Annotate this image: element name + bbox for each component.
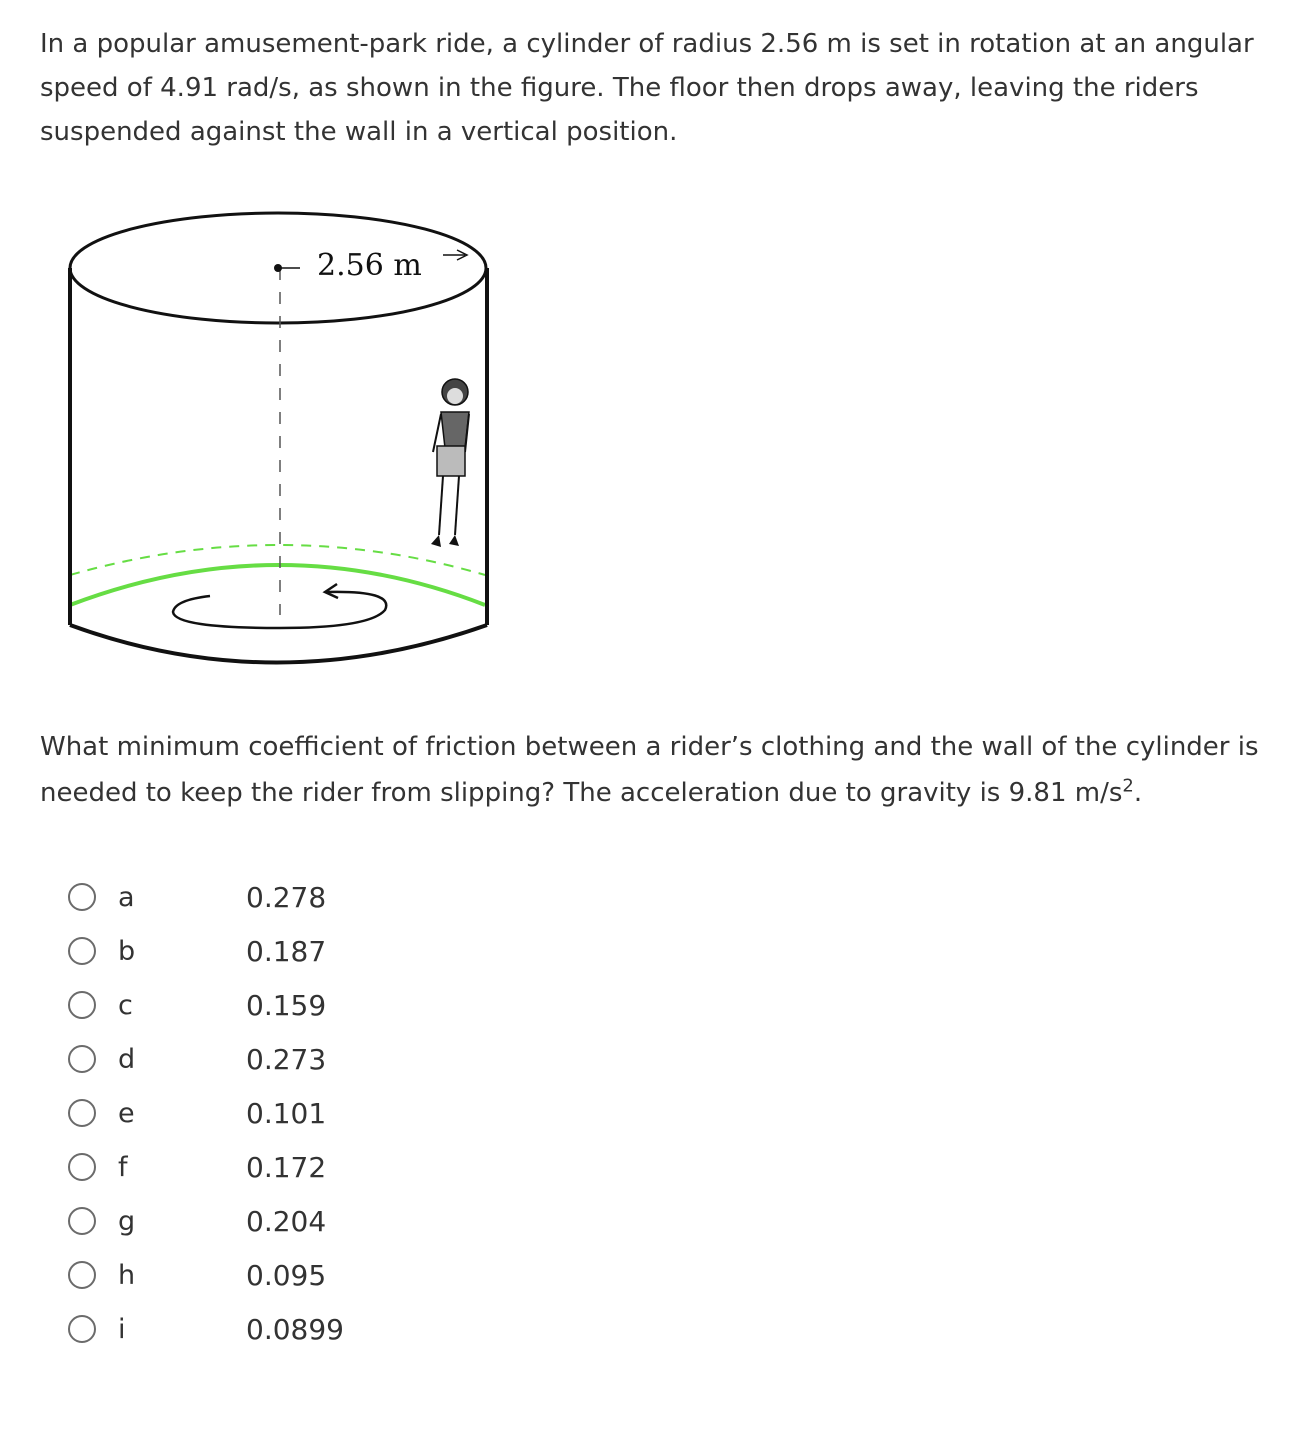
option-b[interactable] <box>68 924 344 978</box>
rider-figure <box>431 379 469 547</box>
radio-button[interactable] <box>68 1315 96 1343</box>
option-i[interactable] <box>68 1302 344 1356</box>
floor-front-edge <box>70 565 485 605</box>
floor-back-edge <box>70 545 485 575</box>
radio-button[interactable] <box>68 1153 96 1181</box>
radio-button[interactable] <box>68 1045 96 1073</box>
option-value: 0.204 <box>246 1204 327 1238</box>
option-letter: h <box>118 1259 136 1291</box>
option-letter: c <box>118 989 133 1021</box>
option-letter: e <box>118 1097 135 1129</box>
option-d[interactable] <box>68 1032 344 1086</box>
answer-options <box>68 870 344 1356</box>
option-value: 0.095 <box>246 1258 327 1292</box>
cylinder-bottom-edge <box>70 625 487 663</box>
option-value: 0.159 <box>246 988 327 1022</box>
radio-button[interactable] <box>68 1099 96 1127</box>
radio-button[interactable] <box>68 1261 96 1289</box>
radio-button[interactable] <box>68 1207 96 1235</box>
option-value: 0.0899 <box>246 1312 344 1346</box>
option-f[interactable] <box>68 1140 344 1194</box>
option-a[interactable] <box>68 870 344 924</box>
question-prompt <box>40 724 1290 816</box>
option-letter: i <box>118 1313 126 1345</box>
cylinder-figure <box>55 200 505 680</box>
question-intro: In a popular amusement-park ride, a cylinder of radius 2.56 m is set in rotation at an angular speed of 4.91 rad/s, as shown in the figure. The floor then drops away, leaving the riders suspended against the wall in a vertical position. <box>40 29 1254 147</box>
option-letter: a <box>118 881 135 913</box>
radio-button[interactable] <box>68 991 96 1019</box>
option-value: 0.101 <box>246 1096 327 1130</box>
option-e[interactable] <box>68 1086 344 1140</box>
radio-button[interactable] <box>68 883 96 911</box>
gravity-exponent: 2 <box>1122 775 1134 797</box>
option-letter: d <box>118 1043 136 1075</box>
option-value: 0.273 <box>246 1042 327 1076</box>
option-g[interactable] <box>68 1194 344 1248</box>
option-value: 0.187 <box>246 934 327 968</box>
option-letter: b <box>118 935 136 967</box>
option-letter: g <box>118 1205 136 1237</box>
question-prompt-text: What minimum coefficient of friction between a rider’s clothing and the wall of the cylinder is needed to keep the rider from slipping? The acceleration due to gravity is 9.81 m/s <box>40 732 1259 808</box>
radius-label: 2.56 m <box>317 248 422 283</box>
question-prompt-end: . <box>1133 778 1143 808</box>
option-value: 0.172 <box>246 1150 327 1184</box>
option-letter: f <box>118 1151 128 1183</box>
option-value: 0.278 <box>246 880 327 914</box>
option-c[interactable] <box>68 978 344 1032</box>
radio-button[interactable] <box>68 937 96 965</box>
option-h[interactable] <box>68 1248 344 1302</box>
